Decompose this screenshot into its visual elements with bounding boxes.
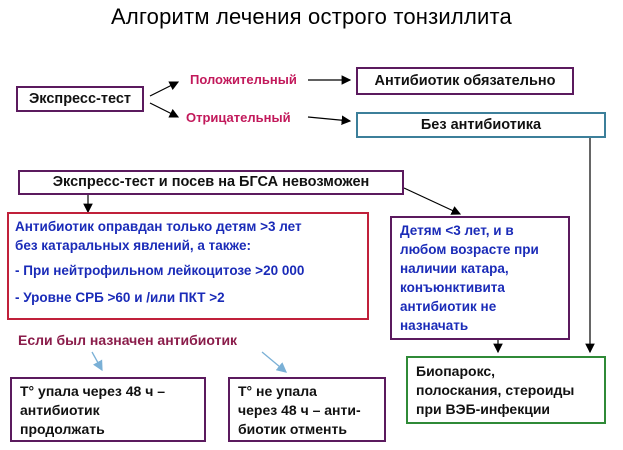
arrow-to-temp-dropped xyxy=(92,352,102,370)
antibiotic-justified-box xyxy=(7,212,369,320)
antibiotic-required-label: Антибиотик обязательно xyxy=(374,72,556,89)
bioparox-box xyxy=(406,356,606,424)
antibiotic-required-box xyxy=(356,67,574,95)
temp-dropped-box xyxy=(10,377,206,442)
bioparox-line-1: Биопарокс, xyxy=(416,363,496,379)
negative-label: Отрицательный xyxy=(186,110,291,125)
justified-line-1: Антибиотик оправдан только детям >3 лет xyxy=(15,219,302,234)
positive-label: Положительный xyxy=(190,72,297,87)
justified-line-2: без катаральных явлений, а также: xyxy=(15,238,251,253)
temp-not-dropped-box xyxy=(228,377,386,442)
express-test-box xyxy=(16,86,144,112)
impossible-label: Экспресс-тест и посев на БГСА невозможен xyxy=(52,174,370,190)
temp-dropped-line-1: Т° упала через 48 ч – xyxy=(20,383,166,399)
page-title: Алгоритм лечения острого тонзиллита xyxy=(111,4,512,29)
arrow-to-temp-not-dropped xyxy=(262,352,286,372)
temp-not-dropped-line-3: биотик отменть xyxy=(238,421,347,437)
if-prescribed-label: Если был назначен антибиотик xyxy=(18,332,238,348)
arrow-to-children xyxy=(404,188,460,214)
arrow-to-negative xyxy=(150,103,178,117)
justified-line-4: - Уровне СРБ >60 и /или ПКТ >2 xyxy=(15,290,225,305)
temp-dropped-line-3: продолжать xyxy=(20,421,105,437)
bioparox-line-3: при ВЭБ-инфекции xyxy=(416,401,551,417)
temp-not-dropped-line-2: через 48 ч – анти- xyxy=(238,402,361,418)
express-test-label: Экспресс-тест xyxy=(28,90,132,107)
children-line-2: любом возрасте при xyxy=(400,242,539,257)
children-line-1: Детям <3 лет, и в xyxy=(400,223,514,238)
justified-line-3: - При нейтрофильном лейкоцитозе >20 000 xyxy=(15,263,305,278)
children-line-6: назначать xyxy=(400,318,469,333)
no-antibiotic-label: Без антибиотика xyxy=(420,116,542,133)
impossible-box xyxy=(18,170,404,195)
children-under-3-box xyxy=(390,216,570,340)
children-line-3: наличии катара, xyxy=(400,261,509,276)
bioparox-line-2: полоскания, стероиды xyxy=(416,382,575,398)
temp-dropped-line-2: антибиотик xyxy=(20,402,100,418)
children-line-4: конъюнктивита xyxy=(400,280,505,295)
arrow-to-no-antibiotic xyxy=(308,117,350,121)
arrow-to-positive xyxy=(150,82,178,96)
temp-not-dropped-line-1: Т° не упала xyxy=(238,383,317,399)
children-line-5: антибиотик не xyxy=(400,299,497,314)
no-antibiotic-box xyxy=(356,112,606,138)
